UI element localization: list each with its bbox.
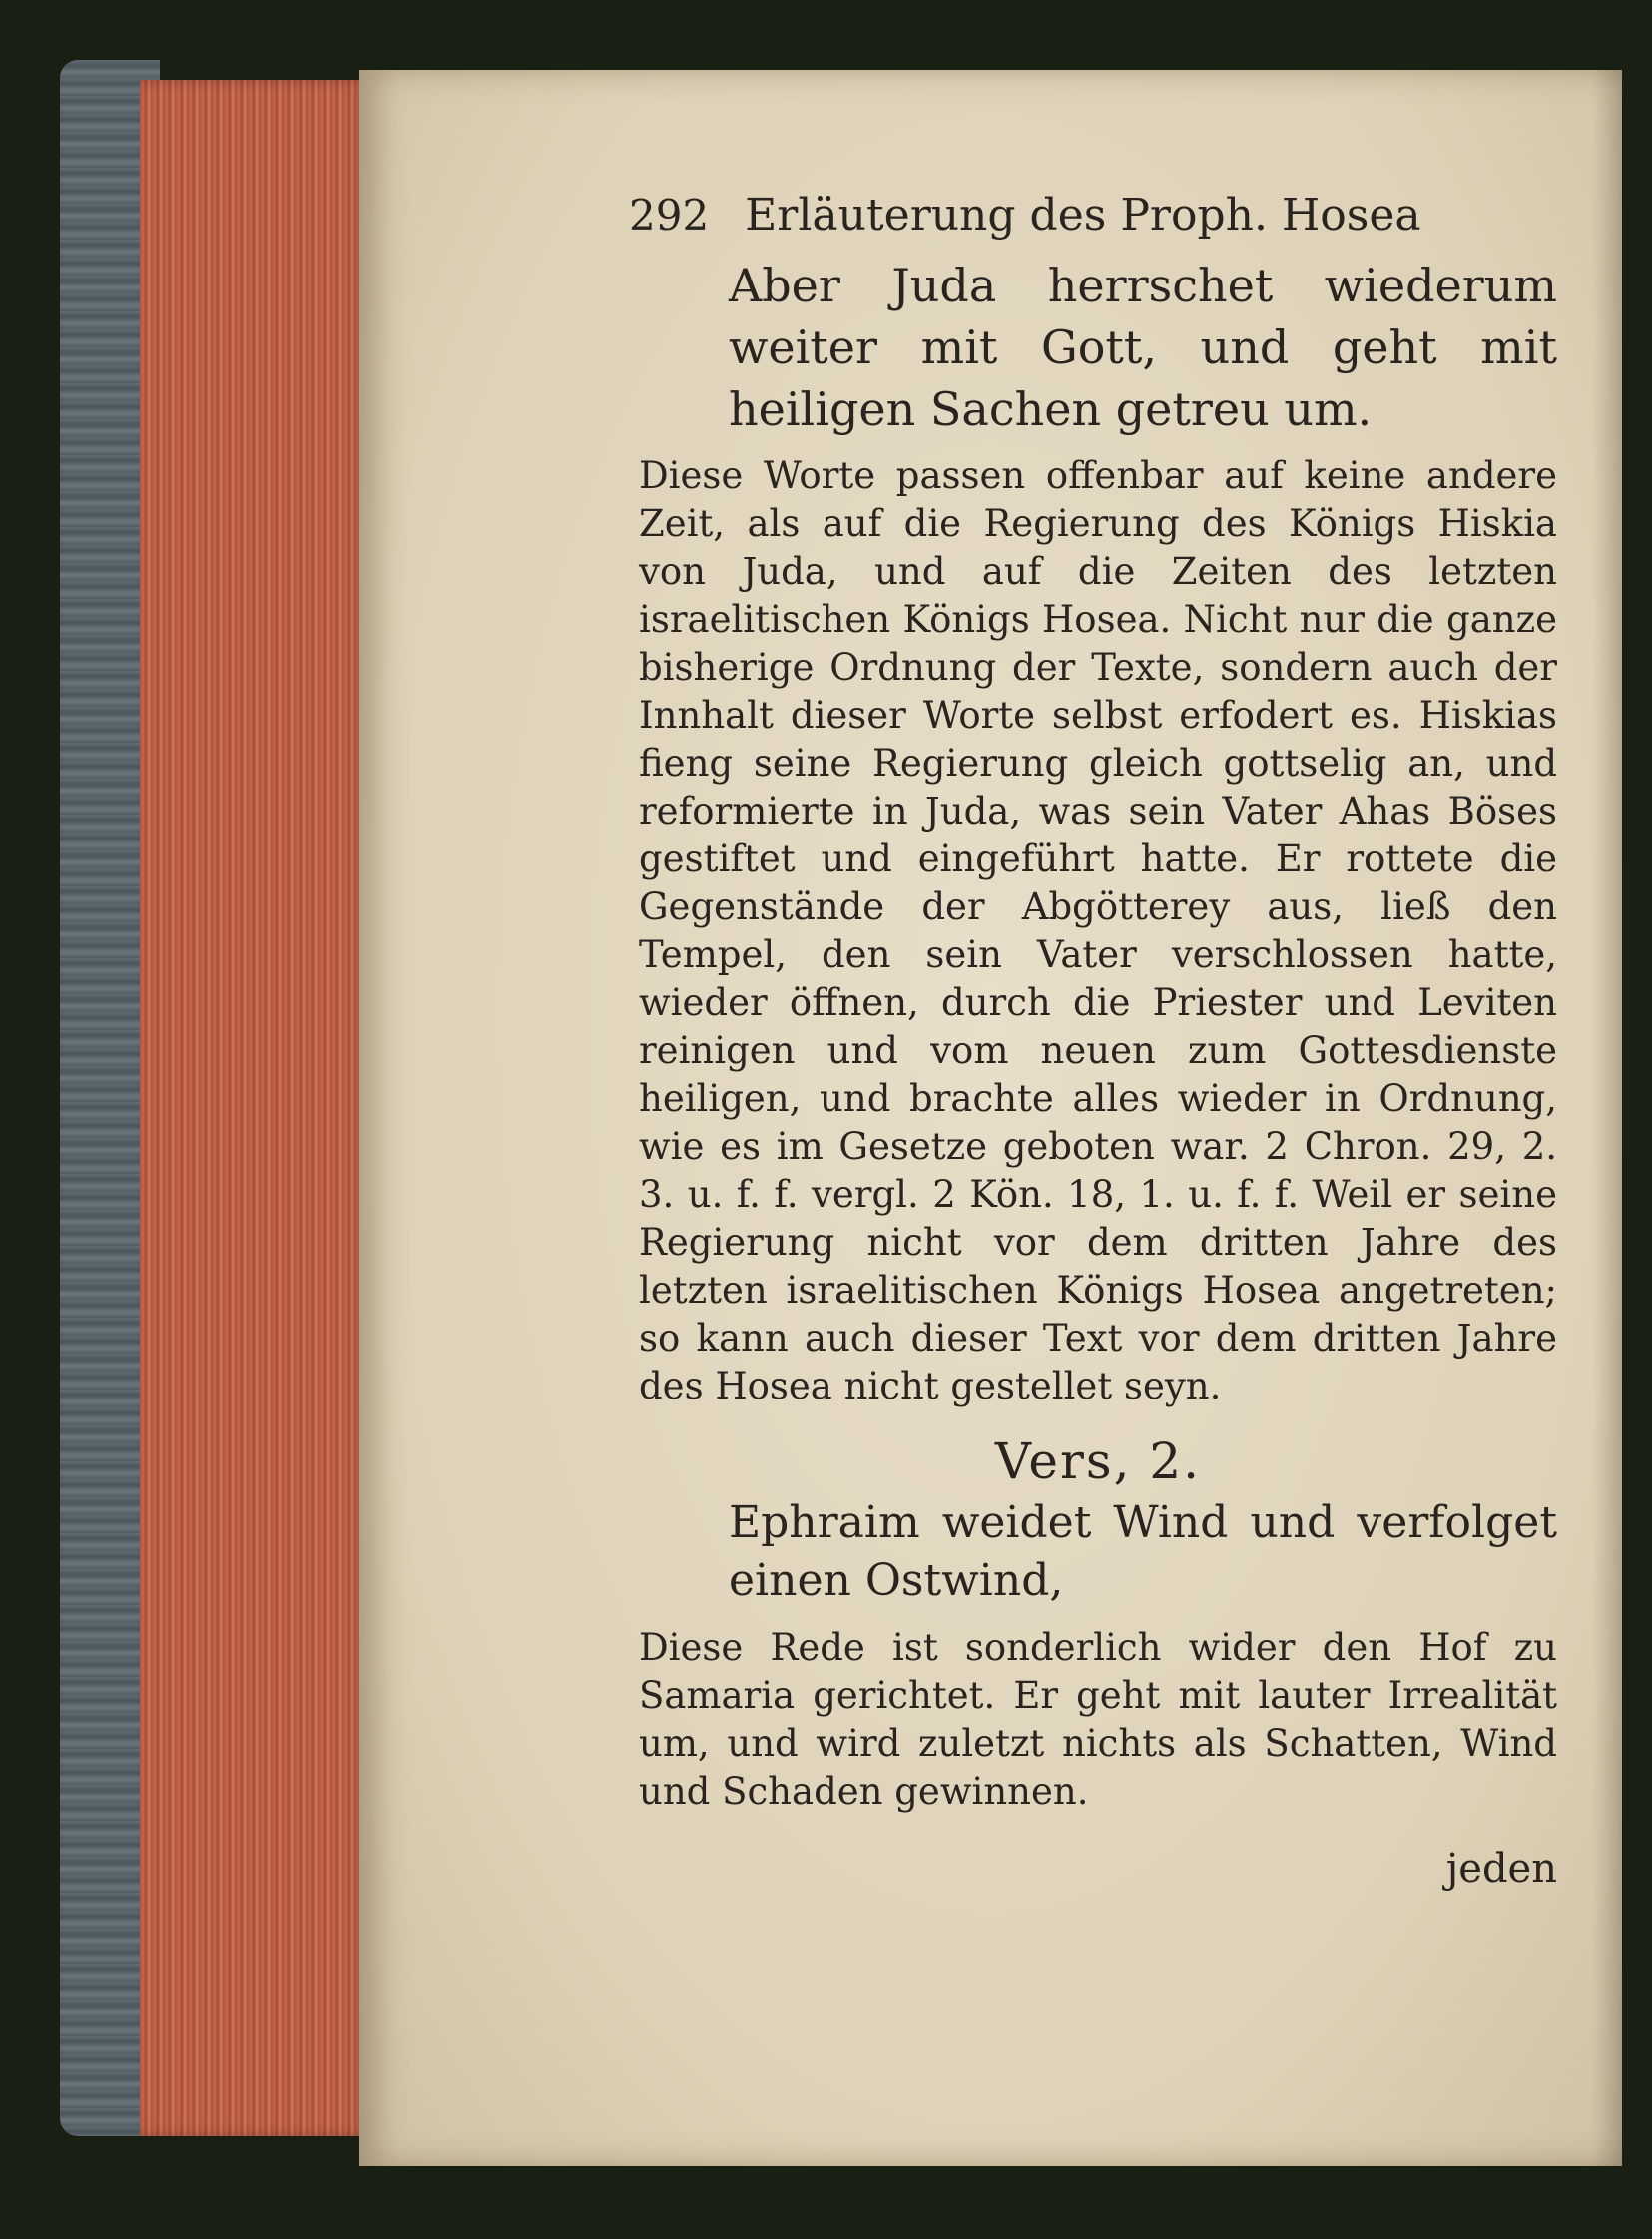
catchword: jeden [1445, 1846, 1557, 1892]
page-text [629, 190, 1557, 1892]
running-head [629, 190, 1557, 241]
page-number: 292 [629, 191, 710, 240]
page-edges [140, 80, 369, 2136]
commentary-2: Diese Rede ist sonderlich wider den Hof zu Samaria gerichtet. Er geht mit lauter Irrealität um, und wird zuletzt nichts als Schatten, Wind und Schaden gewinnen. [639, 1626, 1557, 1813]
verse-1-text: Aber Juda herrschet wiederum weiter mit Gott, und geht mit heiligen Sachen getreu um. [729, 259, 1557, 436]
commentary-1: Diese Worte passen offenbar auf keine andere Zeit, als auf die Regierung des Königs Hiskia von Juda, und auf die Zeiten des letzten israelitischen Königs Hosea. Nicht nur die ganze bisherige Ordnung der Texte, sondern auch der Innhalt dieser Worte selbst erfodert es. Hiskias fieng seine Regierung gleich gottselig an, und reformierte in Juda, was sein Vater Ahas Böses gestiftet und eingeführt hatte. Er rottete die Gegenstände der Abgötterey aus, ließ den Tempel, den sein Vater verschlossen hatte, wieder öffnen, durch die Priester und Leviten reinigen und vom neuen zum Gottesdienste heiligen, und brachte alles wieder in Ordnung, wie es im Gesetze geboten war. 2 Chron. 29, 2. 3. u. f. f. vergl. 2 Kön. 18, 1. u. f. f. Weil er seine Regierung nicht vor dem dritten Jahre des letzten israelitischen Königs Hosea angetreten; so kann auch dieser Text vor dem dritten Jahre des Hosea nicht gestellet seyn. [639, 454, 1557, 1407]
running-title: Erläuterung des Proph. Hosea [745, 190, 1421, 241]
verse-2-text: Ephraim weidet Wind und verfolget einen Ostwind, [729, 1497, 1557, 1606]
gutter-shadow [1592, 70, 1622, 2166]
verse-heading: Vers, 2. [994, 1432, 1202, 1490]
